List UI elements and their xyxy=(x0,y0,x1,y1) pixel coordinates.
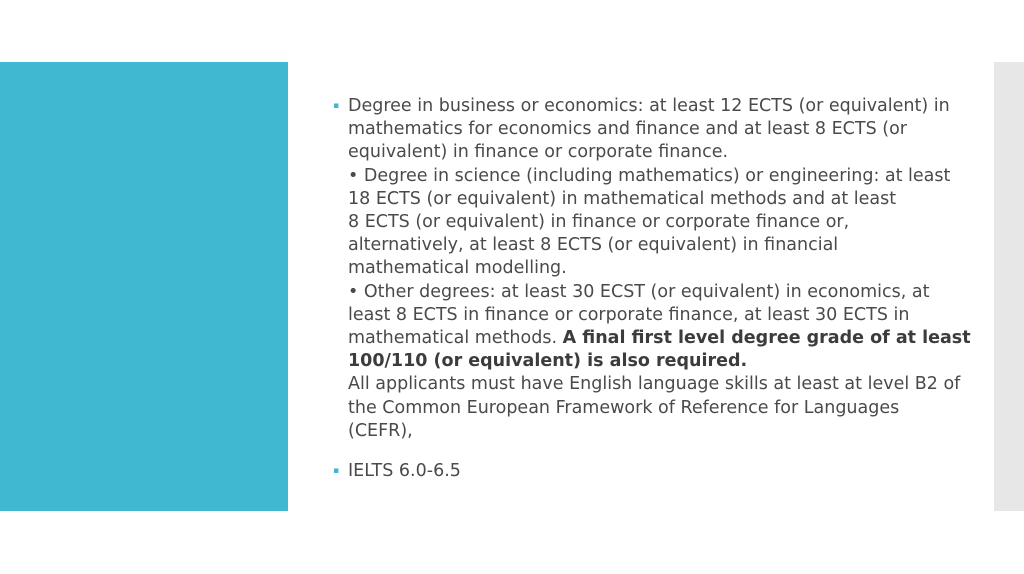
text-line: (CEFR), xyxy=(348,420,413,441)
text-line: 18 ECTS (or equivalent) in mathematical methods and at least xyxy=(348,188,897,209)
text-plain: mathematical methods. xyxy=(348,328,563,349)
slide-content xyxy=(333,95,971,483)
text-bold: A final first level degree grade of at least xyxy=(562,328,971,349)
text-line: Degree in business or economics: at least 12 ECTS (or equivalent) in xyxy=(348,96,950,116)
text-line: • Degree in science (including mathematics) or engineering: at least xyxy=(348,165,951,186)
bullet-ielts xyxy=(333,460,938,483)
text-line: least 8 ECTS in finance or corporate finance, at least 30 ECTS in xyxy=(348,304,910,325)
text-line-mixed xyxy=(348,327,971,350)
text-line: equivalent) in finance or corporate finance. xyxy=(348,142,729,163)
accent-block xyxy=(0,62,288,511)
text-line: alternatively, at least 8 ECTS (or equivalent) in financial xyxy=(348,235,839,256)
text-line: 8 ECTS (or equivalent) in finance or corporate finance or, xyxy=(348,212,850,233)
bullet-marker-icon: ▪ xyxy=(333,101,340,111)
side-strip xyxy=(994,62,1024,511)
text-line: mathematical modelling. xyxy=(348,258,567,279)
bullet-marker-icon: ▪ xyxy=(333,466,340,477)
text-line-bold: 100/110 (or equivalent) is also required. xyxy=(348,351,748,372)
text-line: mathematics for economics and finance and at least 8 ECTS (or xyxy=(348,119,907,140)
text-line: the Common European Framework of Reference for Languages xyxy=(348,397,900,418)
text-line: IELTS 6.0-6.5 xyxy=(348,461,461,482)
text-line: All applicants must have English language skills at least at level B2 of xyxy=(348,374,961,395)
text-line: • Other degrees: at least 30 ECST (or equivalent) in economics, at xyxy=(348,281,930,302)
bullet-admission-requirements xyxy=(333,95,971,443)
